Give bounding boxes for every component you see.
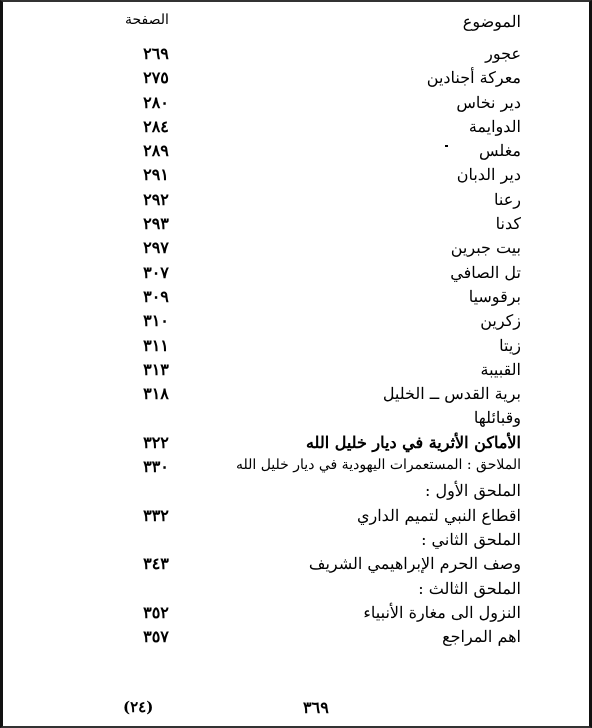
entry-page: ٢٨٩ <box>143 141 169 161</box>
entry-title: برية القدس ــ الخليل <box>382 384 521 404</box>
entry-page: ٣٥٢ <box>143 602 169 622</box>
list-item <box>3 139 589 163</box>
list-item <box>3 42 589 66</box>
entry-title: تل الصافي <box>450 262 521 282</box>
list-item <box>3 163 589 187</box>
ink-speck <box>445 145 448 147</box>
entry-page: ٣١٠ <box>143 311 169 331</box>
entry-title: الملحق الثاني : <box>421 529 521 549</box>
list-item <box>3 66 589 90</box>
page-column-header: الصفحة <box>125 12 169 28</box>
entry-page: ٣٤٣ <box>143 554 169 574</box>
list-item <box>3 577 589 601</box>
entry-page: ٣٠٩ <box>143 286 169 306</box>
list-item <box>3 115 589 139</box>
entry-title: اقطاع النبي لتميم الداري <box>356 505 521 525</box>
entry-title: القبيبة <box>480 359 521 379</box>
signature-mark: (٢٤) <box>123 698 154 716</box>
entry-title: عجور <box>485 44 521 63</box>
page-footer <box>3 698 589 720</box>
entry-title: زيتا <box>499 335 521 355</box>
entry-page: ٢٨٤ <box>143 116 169 136</box>
entry-page: ٢٩٢ <box>143 189 169 209</box>
entry-page: ٣٣٢ <box>143 505 169 525</box>
entry-page: ٢٩١ <box>143 165 169 185</box>
entry-title: الدوايمة <box>468 116 521 136</box>
list-item <box>3 358 589 382</box>
entry-page: ٢٩٧ <box>143 238 169 258</box>
list-item <box>3 91 589 115</box>
entry-page: ٢٦٩ <box>143 44 169 63</box>
entry-page: ٣١٨ <box>143 384 169 404</box>
list-item <box>3 601 589 625</box>
entry-page: ٢٩٣ <box>143 214 169 234</box>
list-item <box>3 188 589 212</box>
entry-title: معركة أجنادين <box>426 68 521 88</box>
entry-page: ٣١١ <box>143 335 169 355</box>
list-item <box>3 504 589 528</box>
entry-title: برقوسيا <box>468 286 521 306</box>
list-item <box>3 236 589 260</box>
list-item <box>3 528 589 552</box>
list-item <box>3 261 589 285</box>
entry-title: دير الدبان <box>456 165 521 185</box>
entry-title: دير نخاس <box>456 92 521 112</box>
page-number: ٣٦٩ <box>303 698 329 717</box>
table-header <box>3 12 589 38</box>
entry-title: بيت جبرين <box>450 238 521 258</box>
list-item <box>3 479 589 503</box>
entry-page: ٢٧٥ <box>143 68 169 88</box>
entry-page: ٣٠٧ <box>143 262 169 282</box>
entry-page: ٣٣٠ <box>143 457 169 477</box>
entry-page: ٣١٣ <box>143 359 169 379</box>
topic-column-header: الموضوع <box>462 12 521 31</box>
list-item <box>3 455 589 479</box>
list-item <box>3 625 589 649</box>
list-item <box>3 334 589 358</box>
entry-title: كدنا <box>495 214 521 234</box>
entry-title: الملاحق : المستعمرات اليهودية في ديار خليل الله <box>235 457 521 474</box>
list-item <box>3 309 589 333</box>
entry-title: الملحق الأول : <box>424 481 521 501</box>
entry-title: النزول الى مغارة الأنبياء <box>363 602 521 622</box>
entry-title: اهم المراجع <box>442 627 521 647</box>
entry-page: ٢٨٠ <box>143 92 169 112</box>
list-item <box>3 212 589 236</box>
entry-title: الأماكن الأثرية في ديار خليل الله <box>305 432 521 452</box>
list-item <box>3 552 589 576</box>
list-item <box>3 285 589 309</box>
list-item <box>3 406 589 430</box>
entry-title: الملحق الثالث : <box>418 578 521 598</box>
entry-title: زكرين <box>480 311 521 331</box>
list-item <box>3 431 589 455</box>
entry-title: وقبائلها <box>473 408 521 428</box>
entry-title: مغلس <box>479 141 521 161</box>
entry-page: ٣٥٧ <box>143 627 169 647</box>
entry-title: وصف الحرم الإبراهيمي الشريف <box>308 554 521 574</box>
contents-list <box>3 42 589 649</box>
entry-page: ٣٢٢ <box>143 432 169 452</box>
entry-title: رعنا <box>494 189 521 209</box>
list-item <box>3 382 589 406</box>
